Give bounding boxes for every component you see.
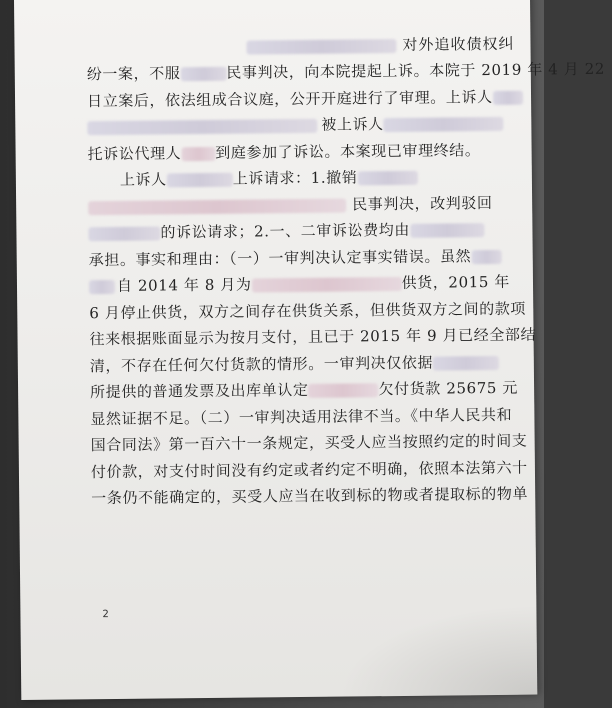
page-shadow xyxy=(336,605,537,697)
redacted-text xyxy=(180,67,226,81)
text-line-8: 承担。事实和理由：（一）一审判决认定事实错误。虽然 xyxy=(89,242,517,273)
text-line-17: 一条仍不能确定的，买受人应当在收到标的物或者提取标的物单 xyxy=(91,484,529,508)
redacted-text xyxy=(433,355,499,370)
text-line-7: 的诉讼请求；2.一、二审诉讼费均由 xyxy=(88,216,516,247)
text-line-4: 托诉讼代理人 到庭参加了诉讼。本案现已审理终结。 xyxy=(87,140,481,163)
document-body xyxy=(86,31,606,512)
redacted-text xyxy=(308,383,378,398)
text-line-16: 付价款，对支付时间没有约定或者约定不明确，依照本法第六十 xyxy=(90,458,528,481)
text-line-6: 民事判决，改判驳回 xyxy=(88,189,516,220)
text-line-11: 往来根据账面显示为按月支付，且已于 2015 年 9 月已经全部结 xyxy=(89,325,537,349)
redacted-text xyxy=(493,90,523,104)
text-line-9: 自 2014 年 8 月为 供货，2015 年 xyxy=(89,269,517,300)
redacted-text xyxy=(246,39,396,55)
document-page xyxy=(14,0,606,700)
redacted-text xyxy=(88,198,346,215)
redacted-text xyxy=(89,280,115,294)
text-line-10: 6 月停止供货，双方之间存在供货关系，但供货双方之间的款项 xyxy=(89,299,527,322)
text-line-3: 被上诉人 xyxy=(87,110,515,141)
text-line-15: 国合同法》第一百六十一条规定，买受人应当按照约定的时间支 xyxy=(90,431,528,455)
page-number: 2 xyxy=(102,609,109,621)
redacted-text xyxy=(357,171,417,186)
text-line-13: 所提供的普通发票及出库单认定 欠付货款 25675 元 xyxy=(90,378,519,402)
redacted-text xyxy=(252,277,402,293)
redacted-text xyxy=(471,249,501,263)
text-line-5: 上诉人 上诉请求：1.撤销 xyxy=(88,163,516,194)
redacted-text xyxy=(181,146,215,160)
redacted-text xyxy=(88,226,160,241)
redacted-text xyxy=(87,119,317,135)
text-line-2: 日立案后，依法组成合议庭，公开开庭进行了审理。上诉人 xyxy=(87,83,515,114)
text-line-1: 纷一案，不服 民事判决，向本院提起上诉。本院于 2019 年 4 月 22 xyxy=(86,59,606,84)
text-line-14: 显然证据不足。（二）一审判决适用法律不当。《中华人民共和 xyxy=(90,405,513,428)
redacted-text xyxy=(384,117,504,132)
text-line-12: 清，不存在任何欠付货款的情形。一审判决仅依据 xyxy=(90,348,518,379)
redacted-text xyxy=(167,173,233,188)
header-suffix: 对外追收债权纠 xyxy=(402,34,515,54)
redacted-text xyxy=(410,223,484,238)
